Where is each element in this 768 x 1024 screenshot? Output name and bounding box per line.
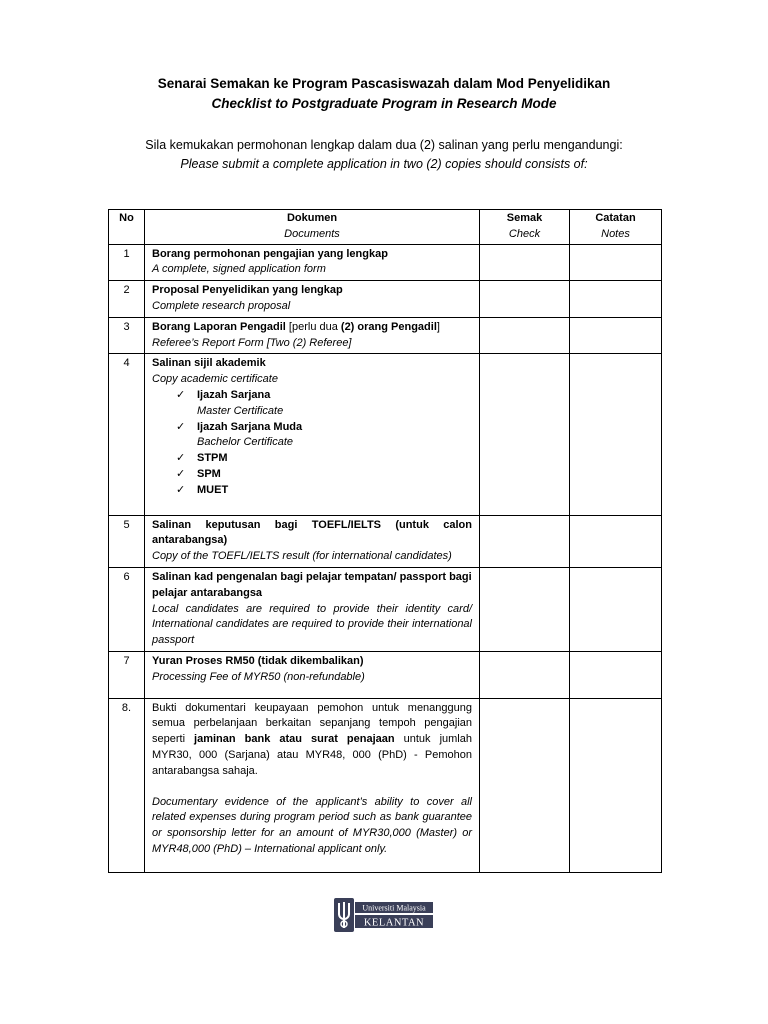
- table-row: [109, 244, 662, 281]
- instructions: [0, 136, 768, 174]
- row-number: 3: [109, 317, 145, 354]
- logo-line-2: KELANTAN: [363, 917, 425, 929]
- header-check: Semak Check: [480, 210, 570, 245]
- notes-cell[interactable]: [570, 698, 662, 872]
- instruction-english: Please submit a complete application in two (2) copies should consists of:: [180, 157, 588, 171]
- document-malay: Bukti dokumentari keupayaan pemohon untuk menanggung semua perbelanjaan berkaitan sepanjang tempoh pengajian seperti jaminan bank atau surat penajaan untuk jumlah MYR30, 000 (Sarjana) atau MYR48, 000 (PhD) - Pemohon antarabangsa sahaja.: [152, 701, 472, 777]
- list-item-subtitle: Bachelor Certificate: [197, 436, 293, 449]
- header-no: No: [109, 210, 145, 245]
- university-logo: [334, 898, 434, 932]
- document-malay: Salinan sijil akademik: [152, 357, 266, 370]
- title-malay: Senarai Semakan ke Program Pascasiswazah dalam Mod Penyelidikan: [157, 76, 611, 91]
- document-malay: Yuran Proses RM50 (tidak dikembalikan): [152, 654, 364, 667]
- table-row: [109, 698, 662, 872]
- check-cell[interactable]: [480, 354, 570, 515]
- document-english: A complete, signed application form: [152, 263, 326, 276]
- notes-cell[interactable]: [570, 244, 662, 281]
- row-number: 5: [109, 515, 145, 567]
- list-item: ✓ Ijazah Sarjana Muda: [176, 420, 472, 436]
- checkmark-icon: ✓: [176, 420, 186, 433]
- document-english: Copy of the TOEFL/IELTS result (for international candidates): [152, 550, 452, 563]
- document-malay: Borang permohonan pengajian yang lengkap: [152, 247, 388, 260]
- check-cell[interactable]: [480, 698, 570, 872]
- header-notes: Catatan Notes: [570, 210, 662, 245]
- document-title: [0, 74, 768, 114]
- notes-cell[interactable]: [570, 651, 662, 698]
- title-english: Checklist to Postgraduate Program in Research Mode: [211, 96, 557, 111]
- row-document: [145, 567, 480, 651]
- check-cell[interactable]: [480, 567, 570, 651]
- document-english: Local candidates are required to provide their identity card/ International candidates are required to provide their international passport: [152, 602, 472, 647]
- checkmark-icon: ✓: [176, 388, 186, 401]
- notes-cell[interactable]: [570, 567, 662, 651]
- row-number: 8.: [109, 698, 145, 872]
- checkmark-icon: ✓: [176, 467, 186, 480]
- row-number: 4: [109, 354, 145, 515]
- row-document: [145, 698, 480, 872]
- row-document: [145, 281, 480, 318]
- list-item-subtitle: Master Certificate: [197, 404, 284, 417]
- checkmark-icon: ✓: [176, 452, 186, 465]
- check-cell[interactable]: [480, 281, 570, 318]
- notes-cell[interactable]: [570, 281, 662, 318]
- table-row: [109, 651, 662, 698]
- table-row: [109, 515, 662, 567]
- row-number: 1: [109, 244, 145, 281]
- document-malay: Proposal Penyelidikan yang lengkap: [152, 284, 343, 297]
- notes-cell[interactable]: [570, 317, 662, 354]
- row-document: [145, 515, 480, 567]
- checklist-table: [108, 209, 662, 873]
- logo-line-1: Universiti Malaysia: [362, 903, 426, 913]
- list-item: ✓ MUET: [176, 483, 472, 499]
- notes-cell[interactable]: [570, 515, 662, 567]
- row-number: 2: [109, 281, 145, 318]
- row-document: [145, 244, 480, 281]
- table-row: [109, 317, 662, 354]
- notes-cell[interactable]: [570, 354, 662, 515]
- row-document: [145, 317, 480, 354]
- checkmark-icon: ✓: [176, 483, 186, 496]
- check-cell[interactable]: [480, 651, 570, 698]
- instruction-malay: Sila kemukakan permohonan lengkap dalam dua (2) salinan yang perlu mengandungi:: [145, 138, 623, 152]
- check-cell[interactable]: [480, 515, 570, 567]
- list-item: ✓ Ijazah Sarjana: [176, 388, 472, 404]
- row-number: 6: [109, 567, 145, 651]
- document-english: Copy academic certificate: [152, 373, 278, 386]
- row-number: 7: [109, 651, 145, 698]
- document-english: Documentary evidence of the applicant’s ability to cover all related expenses during program period such as bank guarantee or sponsorship letter for an amount of MYR30,000 (Master) or MYR48,000 (PhD) – International applicant only.: [152, 795, 472, 855]
- document-malay: Salinan keputusan bagi TOEFL/IELTS (untuk calon antarabangsa): [152, 518, 472, 547]
- table-row: [109, 354, 662, 515]
- table-header-row: [109, 210, 662, 245]
- list-item: ✓ SPM: [176, 467, 472, 483]
- document-malay: Salinan kad pengenalan bagi pelajar tempatan/ passport bagi pelajar antarabangsa: [152, 570, 472, 599]
- document-english: Complete research proposal: [152, 299, 291, 312]
- row-document: [145, 354, 480, 515]
- check-cell[interactable]: [480, 244, 570, 281]
- list-item: ✓ STPM: [176, 451, 472, 467]
- row-document: [145, 651, 480, 698]
- document-malay: Borang Laporan Pengadil [perlu dua (2) orang Pengadil]: [152, 320, 440, 333]
- check-cell[interactable]: [480, 317, 570, 354]
- table-row: [109, 281, 662, 318]
- certificate-list: [152, 388, 472, 499]
- document-english: Processing Fee of MYR50 (non-refundable): [152, 670, 365, 683]
- header-documents: Dokumen Documents: [145, 210, 480, 245]
- table-row: [109, 567, 662, 651]
- document-english: Referee’s Report Form [Two (2) Referee]: [152, 336, 352, 349]
